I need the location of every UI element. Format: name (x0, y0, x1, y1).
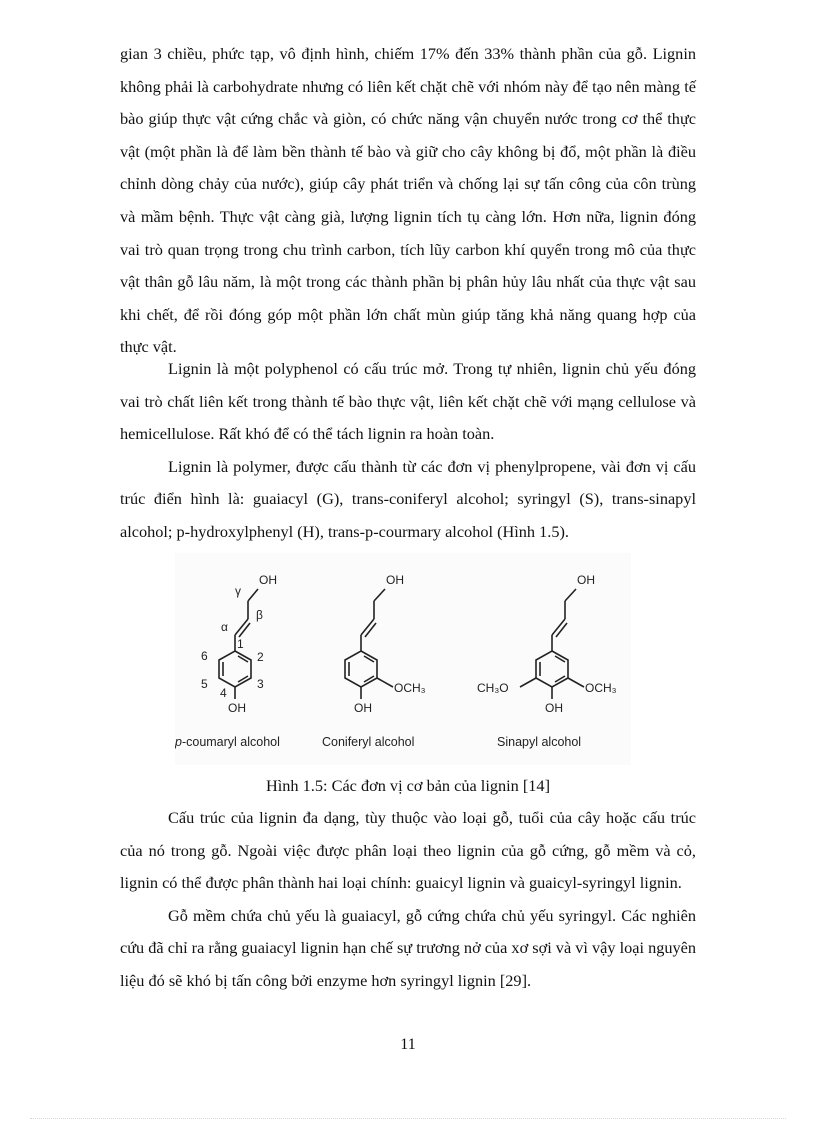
paragraph-lignin-polyphenol: Lignin là một polyphenol có cấu trúc mở. Trong tự nhiên, lignin chủ yếu đóng vai trò chất liên kết trong thành tế bào thực vật, liên kết chặt chẽ với mạng cellulose và hemicellulose. Rất khó để có thể tách lignin ra hoàn toàn. (120, 359, 696, 444)
paragraph-softwood-hardwood: Gỗ mềm chứa chủ yếu là guaiacyl, gỗ cứng chứa chủ yếu syringyl. Các nghiên cứu đã chỉ ra rằng guaiacyl lignin hạn chế sự trương nở của xơ sợi và vì vậy loại nguyên liệu đó sẽ khó bị tấn công bởi enzyme hơn syringyl lignin [29]. (120, 905, 696, 990)
oh-bottom-2: OH (354, 701, 372, 715)
ring-number-6: 6 (201, 649, 208, 663)
molecule-name-3: Sinapyl alcohol (497, 735, 582, 749)
molecule-p-coumaryl (175, 573, 280, 749)
methoxy-left-3: CH₃O (477, 681, 509, 695)
oh-top-1: OH (259, 573, 277, 587)
methoxy-right-3: OCH₃ (585, 681, 617, 695)
molecule-sinapyl (477, 573, 617, 749)
paragraph-lignin-diversity: Cấu trúc của lignin đa dạng, tùy thuộc vào loại gỗ, tuổi của cây hoặc cấu trúc của nó trong gỗ. Ngoài việc được phân loại theo lignin của gỗ cứng, gỗ mềm và cỏ, lignin có thể được phân thành hai loại chính: guaicyl lignin và guaicyl-syringyl lignin. (120, 808, 696, 893)
oh-bottom-3: OH (545, 701, 563, 715)
molecule-coniferyl (322, 573, 426, 749)
methoxy-right-2: OCH₃ (394, 681, 426, 695)
chemical-structures-diagram (175, 553, 631, 765)
molecule-name-2: Coniferyl alcohol (322, 735, 415, 749)
gamma-label: γ (235, 584, 241, 598)
lignin-structures-figure (175, 553, 631, 765)
oh-bottom-1: OH (228, 701, 246, 715)
text-block-bottom (120, 802, 696, 998)
ring-number-3: 3 (257, 677, 264, 691)
molecule-name-1-rest: -coumaryl alcohol (181, 735, 280, 749)
figure-caption: Hình 1.5: Các đơn vị cơ bản của lignin [14] (266, 776, 550, 795)
beta-label: β (256, 608, 263, 622)
molecule-name-1 (175, 735, 280, 749)
alpha-label: α (221, 620, 228, 634)
para-prefix: p (175, 735, 182, 749)
oh-top-2: OH (386, 573, 404, 587)
oh-top-3: OH (577, 573, 595, 587)
ring-number-1: 1 (237, 637, 244, 651)
text-block-top (120, 38, 696, 364)
ring-number-4: 4 (220, 686, 227, 700)
paragraph-lignin-function: gian 3 chiều, phức tạp, vô định hình, chiếm 17% đến 33% thành phần của gỗ. Lignin không phải là carbohydrate nhưng có liên kết chặt chẽ với nhóm này để tạo nên màng tế bào giúp thực vật cứng chắc và giòn, có chức năng vận chuyển nước trong cơ thể thực vật (một phần là để làm bền thành tế bào và giữ cho cây không bị đổ, một phần là điều chỉnh dòng chảy của nước), giúp cây phát triển và chống lại sự tấn công của côn trùng và mầm bệnh. Thực vật càng già, lượng lignin tích tụ càng lớn. Hơn nữa, lignin đóng vai trò quan trọng trong chu trình carbon, tích lũy carbon khí quyển trong mô của thực vật thân gỗ lâu năm, là một trong các thành phần bị phân hủy lâu nhất của thực vật sau khi chết, để rồi đóng góp một phần lớn chất mùn giúp tăng khả năng quang hợp của thực vật. (120, 44, 696, 357)
ring-number-5: 5 (201, 677, 208, 691)
bottom-divider (30, 1118, 786, 1119)
page-number: 11 (400, 1036, 416, 1053)
ring-number-2: 2 (257, 650, 264, 664)
text-block-middle (120, 353, 696, 549)
paragraph-lignin-units: Lignin là polymer, được cấu thành từ các đơn vị phenylpropene, vài đơn vị cấu trúc điển hình là: guaiacyl (G), trans-coniferyl alcohol; syringyl (S), trans-sinapyl alcohol; p-hydroxylphenyl (H), trans-p-courmary alcohol (Hình 1.5). (120, 456, 696, 541)
